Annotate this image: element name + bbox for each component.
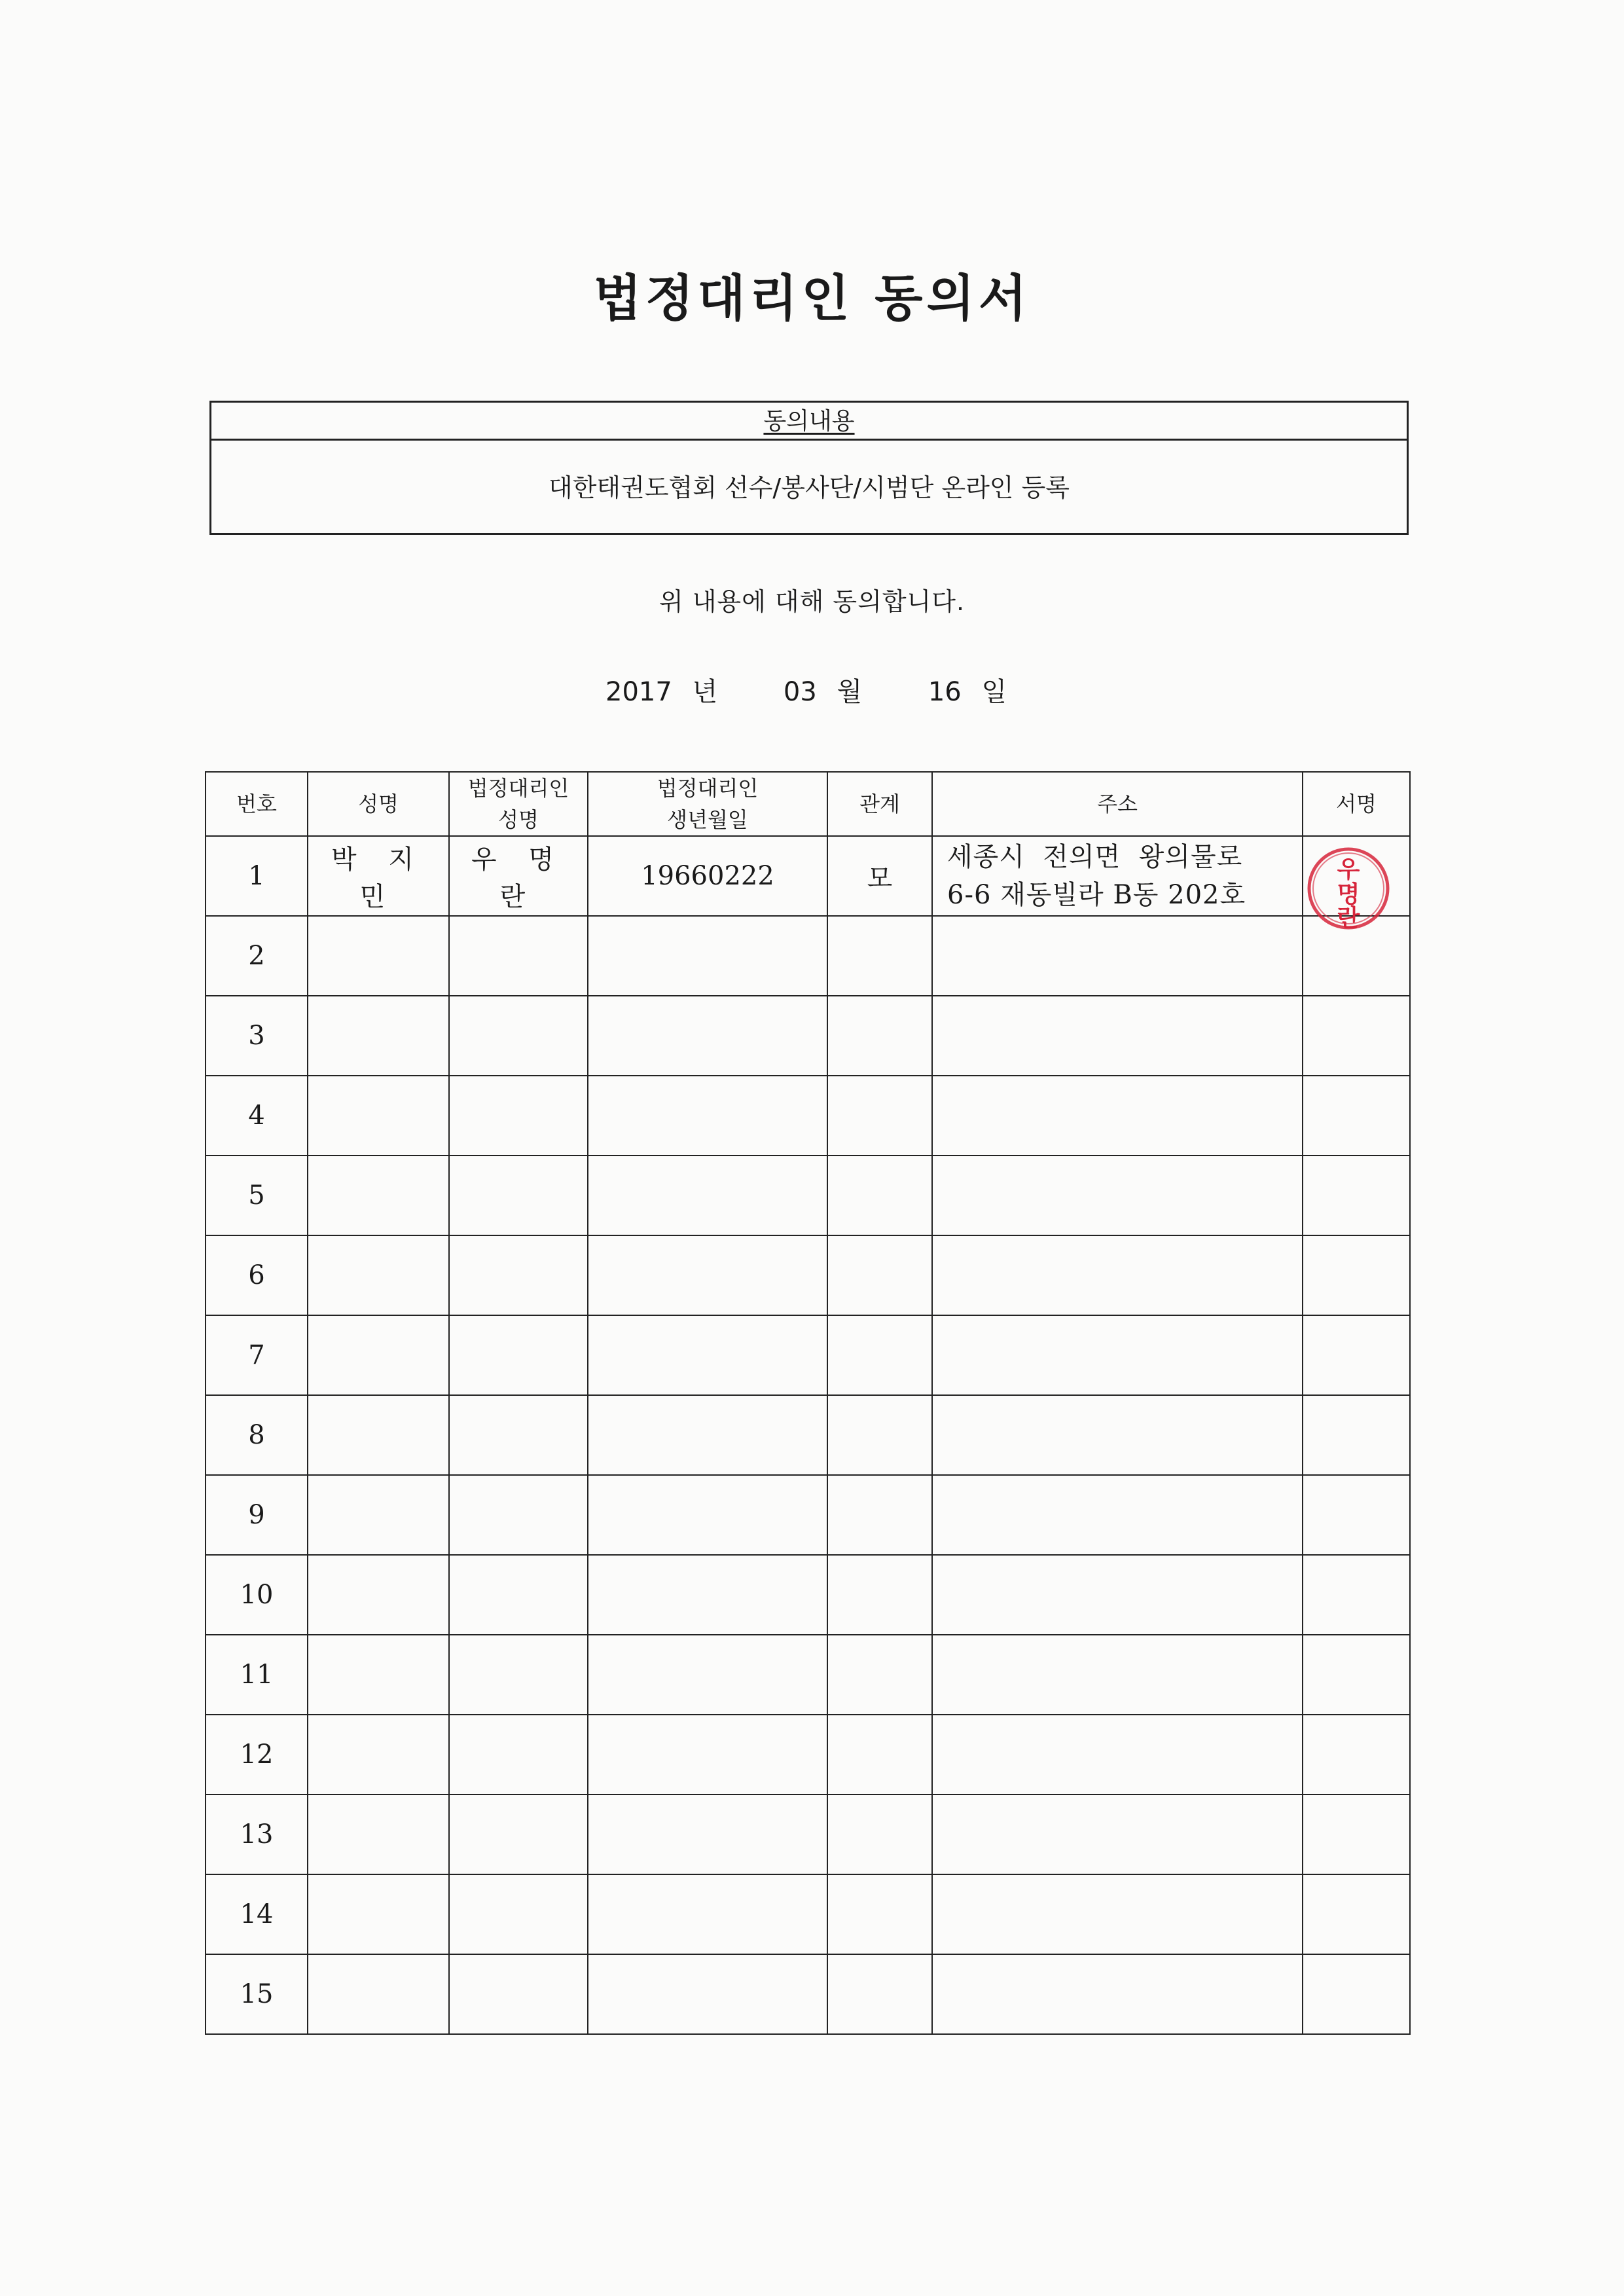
- cell-guardian-name: [449, 1235, 588, 1315]
- cell-guardian-birth: [588, 1315, 827, 1395]
- cell-address: [932, 1315, 1303, 1395]
- table-row: [206, 916, 1410, 996]
- svg-text:우: 우: [1337, 856, 1360, 883]
- cell-signature: [1303, 1795, 1410, 1874]
- cell-guardian-birth: [588, 1235, 827, 1315]
- cell-no: 7: [206, 1315, 308, 1395]
- cell-signature: [1303, 1235, 1410, 1315]
- cell-no: 9: [206, 1475, 308, 1555]
- cell-guardian-birth: [588, 996, 827, 1076]
- cell-guardian-name: [449, 1795, 588, 1874]
- cell-name: [308, 1475, 449, 1555]
- table-row: [206, 1635, 1410, 1715]
- cell-signature: [1303, 1635, 1410, 1715]
- cell-relation: [827, 916, 932, 996]
- cell-name: [308, 1635, 449, 1715]
- cell-relation: [827, 1395, 932, 1475]
- table-body: [206, 836, 1410, 2034]
- cell-address: [932, 1795, 1303, 1874]
- cell-signature: [1303, 1715, 1410, 1795]
- cell-relation: [827, 1475, 932, 1555]
- cell-guardian-name: [449, 916, 588, 996]
- cell-relation: [827, 1635, 932, 1715]
- cell-address: [932, 1635, 1303, 1715]
- cell-address: [932, 996, 1303, 1076]
- cell-name: [308, 916, 449, 996]
- cell-guardian-name: [449, 1395, 588, 1475]
- consent-header-label: 동의내용: [763, 408, 855, 435]
- cell-name: [308, 1076, 449, 1156]
- cell-signature: [1303, 1315, 1410, 1395]
- cell-relation: [827, 1235, 932, 1315]
- cell-address: [932, 1555, 1303, 1635]
- date-day-label: 일: [981, 677, 1007, 707]
- date-month: 03: [783, 677, 817, 707]
- address-line-1: 세종시 전의면 왕의물로: [947, 842, 1243, 872]
- cell-signature: [1303, 1156, 1410, 1235]
- table-row: [206, 1076, 1410, 1156]
- cell-guardian-birth: [588, 1874, 827, 1954]
- cell-relation: [827, 1954, 932, 2034]
- table-row: [206, 1395, 1410, 1475]
- cell-name: 박 지 민: [308, 836, 449, 916]
- cell-guardian-birth: [588, 1715, 827, 1795]
- agreement-text: 위 내용에 대해 동의합니다.: [659, 587, 965, 616]
- cell-guardian-birth: [588, 916, 827, 996]
- cell-name: [308, 1315, 449, 1395]
- cell-address: [932, 1475, 1303, 1555]
- header-guardian-name: 법정대리인 성명: [449, 772, 588, 836]
- cell-signature: [1303, 1874, 1410, 1954]
- header-signature: 서명: [1303, 772, 1410, 836]
- header-guardian-birth: 법정대리인 생년월일: [588, 772, 827, 836]
- cell-relation: [827, 1795, 932, 1874]
- cell-relation: [827, 1555, 932, 1635]
- cell-relation: [827, 1874, 932, 1954]
- table-row: [206, 1795, 1410, 1874]
- table-row: [206, 1715, 1410, 1795]
- cell-address: [932, 1235, 1303, 1315]
- header-no: 번호: [206, 772, 308, 836]
- cell-guardian-birth: [588, 1156, 827, 1235]
- cell-signature: [1303, 1954, 1410, 2034]
- cell-guardian-name: [449, 1475, 588, 1555]
- cell-no: 6: [206, 1235, 308, 1315]
- cell-address: [932, 916, 1303, 996]
- cell-guardian-name: [449, 1715, 588, 1795]
- table-row: [206, 1555, 1410, 1635]
- cell-guardian-name: [449, 1315, 588, 1395]
- consent-content: 대한태권도협회 선수/봉사단/시범단 온라인 등록: [548, 473, 1070, 502]
- cell-name: [308, 996, 449, 1076]
- cell-guardian-name: [449, 1156, 588, 1235]
- cell-signature: [1303, 1076, 1410, 1156]
- cell-name: [308, 1555, 449, 1635]
- cell-guardian-name: [449, 1954, 588, 2034]
- cell-address: [932, 836, 1303, 916]
- table-row: [206, 1315, 1410, 1395]
- svg-text:란: 란: [1337, 904, 1360, 932]
- cell-guardian-birth: 19660222: [588, 836, 827, 916]
- svg-text:명: 명: [1337, 881, 1360, 908]
- header-relation: 관계: [827, 772, 932, 836]
- cell-guardian-birth: [588, 1076, 827, 1156]
- cell-name: [308, 1395, 449, 1475]
- table-row: [206, 1874, 1410, 1954]
- cell-guardian-birth: [588, 1795, 827, 1874]
- table-header-row: [206, 772, 1410, 836]
- table-row: [206, 1954, 1410, 2034]
- consent-header: [211, 403, 1407, 441]
- table-row: [206, 1235, 1410, 1315]
- date-day: 16: [928, 677, 962, 707]
- consent-box: [209, 401, 1409, 535]
- cell-no: 4: [206, 1076, 308, 1156]
- header-address: 주소: [932, 772, 1303, 836]
- cell-signature: [1303, 1395, 1410, 1475]
- cell-guardian-name: [449, 1555, 588, 1635]
- cell-name: [308, 1156, 449, 1235]
- header-name: 성명: [308, 772, 449, 836]
- cell-no: 8: [206, 1395, 308, 1475]
- cell-no: 5: [206, 1156, 308, 1235]
- cell-no: 10: [206, 1555, 308, 1635]
- cell-signature: [1303, 996, 1410, 1076]
- cell-address: [932, 1156, 1303, 1235]
- cell-name: [308, 1954, 449, 2034]
- signature-seal: [1299, 839, 1398, 938]
- cell-guardian-name: [449, 1635, 588, 1715]
- cell-no: 15: [206, 1954, 308, 2034]
- date-year-label: 년: [692, 677, 718, 707]
- address-line-2: 6-6 재동빌라 B동 202호: [947, 880, 1246, 910]
- cell-no: 2: [206, 916, 308, 996]
- table-row: [206, 836, 1410, 916]
- cell-guardian-birth: [588, 1475, 827, 1555]
- cell-no: 14: [206, 1874, 308, 1954]
- cell-guardian-birth: [588, 1635, 827, 1715]
- cell-no: 11: [206, 1635, 308, 1715]
- cell-address: [932, 1954, 1303, 2034]
- cell-guardian-name: [449, 1874, 588, 1954]
- cell-no: 13: [206, 1795, 308, 1874]
- table-row: [206, 1475, 1410, 1555]
- cell-relation: [827, 1156, 932, 1235]
- table-row: [206, 1156, 1410, 1235]
- cell-relation: 모: [827, 836, 932, 916]
- registration-table: [205, 771, 1411, 2035]
- cell-guardian-name: 우 명 란: [449, 836, 588, 916]
- cell-relation: [827, 1076, 932, 1156]
- date-line: [605, 671, 1007, 708]
- cell-name: [308, 1715, 449, 1795]
- document-title: 법정대리인 동의서: [593, 269, 1031, 327]
- cell-no: 12: [206, 1715, 308, 1795]
- cell-guardian-name: [449, 996, 588, 1076]
- cell-address: [932, 1874, 1303, 1954]
- cell-address: [932, 1715, 1303, 1795]
- cell-name: [308, 1235, 449, 1315]
- cell-relation: [827, 1715, 932, 1795]
- cell-relation: [827, 1315, 932, 1395]
- cell-name: [308, 1795, 449, 1874]
- cell-signature: [1303, 1555, 1410, 1635]
- cell-address: [932, 1076, 1303, 1156]
- cell-guardian-name: [449, 1076, 588, 1156]
- cell-relation: [827, 996, 932, 1076]
- date-year: 2017: [605, 677, 672, 707]
- cell-guardian-birth: [588, 1954, 827, 2034]
- cell-guardian-birth: [588, 1395, 827, 1475]
- cell-address: [932, 1395, 1303, 1475]
- cell-signature: [1303, 1475, 1410, 1555]
- cell-guardian-birth: [588, 1555, 827, 1635]
- cell-no: 3: [206, 996, 308, 1076]
- date-month-label: 월: [837, 677, 863, 707]
- cell-name: [308, 1874, 449, 1954]
- table-row: [206, 996, 1410, 1076]
- cell-no: 1: [206, 836, 308, 916]
